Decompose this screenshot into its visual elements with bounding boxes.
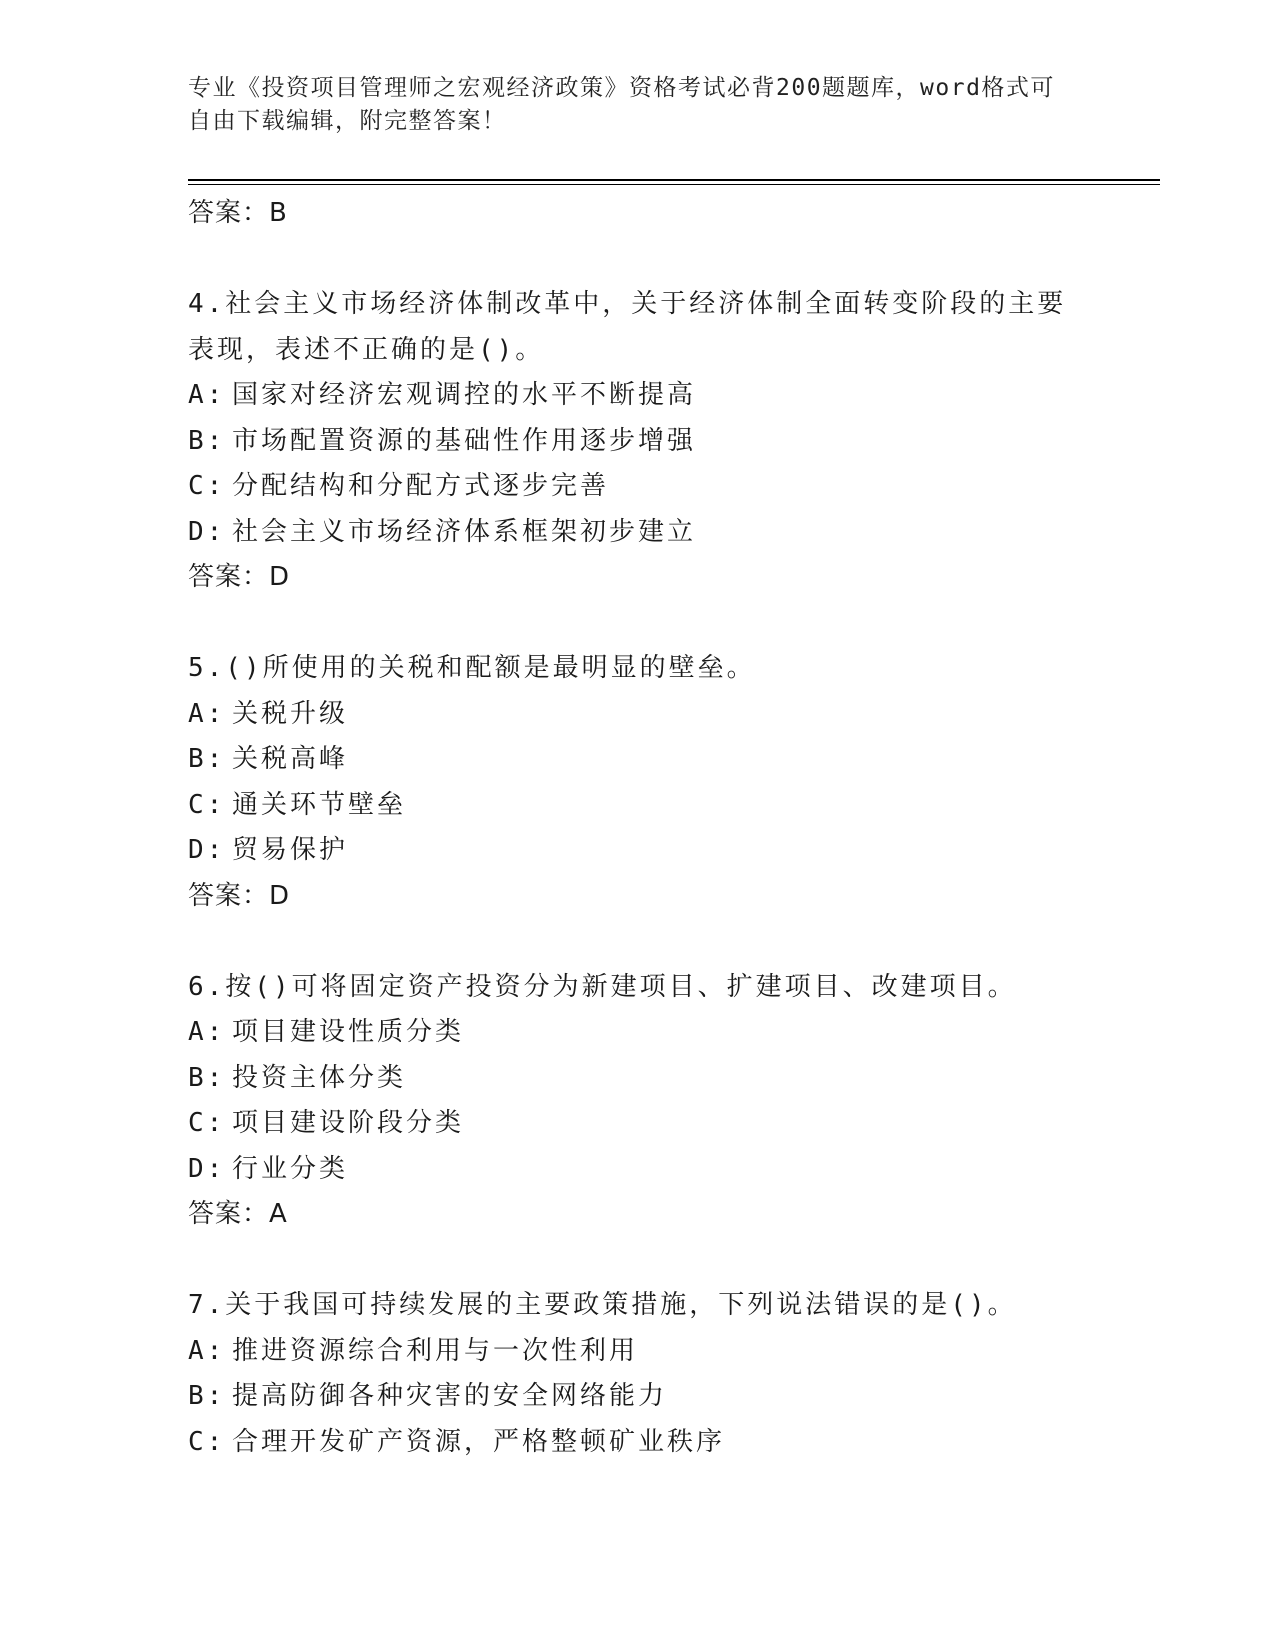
option-text: 合理开发矿产资源，严格整顿矿业秩序	[232, 1426, 726, 1457]
option-text: 分配结构和分配方式逐步完善	[232, 471, 610, 501]
option-text: 社会主义市场经济体系框架初步建立	[232, 516, 697, 547]
option-c	[188, 1420, 1148, 1466]
header-line-2: 自由下载编辑，附完整答案！	[188, 108, 507, 134]
option-text: 通关环节壁垒	[232, 789, 407, 820]
option-text: 提高防御各种灾害的安全网络能力	[232, 1381, 668, 1411]
option-key: A:	[188, 380, 226, 410]
document-header	[188, 72, 1088, 138]
option-key: A:	[188, 1017, 226, 1047]
question-list	[188, 191, 1148, 1465]
option-key: B:	[188, 1062, 226, 1093]
question-stem-line: 5.()所使用的关税和配额是最明显的壁垒。	[188, 653, 756, 683]
option-text: 关税高峰	[232, 744, 349, 774]
question-stem-line: 表现，表述不正确的是()。	[188, 334, 545, 365]
option-c	[188, 464, 1148, 510]
option-text: 国家对经济宏观调控的水平不断提高	[232, 380, 697, 410]
option-a	[188, 692, 1148, 738]
header-line-1: 专业《投资项目管理师之宏观经济政策》资格考试必背200题题库，word格式可	[188, 75, 1055, 101]
option-key: D:	[188, 835, 226, 865]
option-b	[188, 737, 1148, 783]
option-key: A:	[188, 1335, 226, 1366]
question-stem-line: 7.关于我国可持续发展的主要政策措施，下列说法错误的是()。	[188, 1290, 1017, 1320]
option-text: 项目建设性质分类	[232, 1017, 465, 1047]
option-key: C:	[188, 1108, 226, 1138]
option-key: B:	[188, 744, 226, 774]
option-b	[188, 419, 1148, 465]
previous-answer: 答案：B	[188, 198, 288, 228]
header-rule-thick	[188, 179, 1160, 181]
option-key: D:	[188, 516, 226, 547]
option-d	[188, 1147, 1148, 1193]
option-c	[188, 783, 1148, 829]
answer-line: 答案：A	[188, 1199, 288, 1229]
spacer	[188, 1238, 1148, 1284]
option-key: C:	[188, 471, 226, 501]
question-stem-line: 4.社会主义市场经济体制改革中，关于经济体制全面转变阶段的主要	[188, 289, 1067, 319]
spacer	[188, 601, 1148, 647]
option-b	[188, 1056, 1148, 1102]
option-text: 关税升级	[232, 698, 349, 729]
option-text: 项目建设阶段分类	[232, 1108, 465, 1138]
question-6	[188, 965, 1148, 1238]
option-a	[188, 373, 1148, 419]
option-c	[188, 1101, 1148, 1147]
option-a	[188, 1329, 1148, 1375]
option-d	[188, 510, 1148, 556]
answer-line: 答案：D	[188, 562, 291, 592]
option-key: A:	[188, 698, 226, 729]
option-text: 推进资源综合利用与一次性利用	[232, 1335, 639, 1366]
option-text: 投资主体分类	[232, 1062, 407, 1093]
header-rule-thin	[188, 184, 1160, 185]
option-text: 贸易保护	[232, 835, 349, 865]
option-a	[188, 1010, 1148, 1056]
option-key: B:	[188, 1381, 226, 1411]
question-7	[188, 1283, 1148, 1465]
option-key: D:	[188, 1153, 226, 1184]
option-key: C:	[188, 1426, 226, 1457]
option-text: 行业分类	[232, 1153, 349, 1184]
question-4	[188, 282, 1148, 601]
option-key: B:	[188, 425, 226, 456]
option-d	[188, 828, 1148, 874]
question-stem-line: 6.按()可将固定资产投资分为新建项目、扩建项目、改建项目。	[188, 971, 1017, 1002]
answer-line: 答案：D	[188, 880, 291, 911]
spacer	[188, 237, 1148, 283]
option-text: 市场配置资源的基础性作用逐步增强	[232, 425, 697, 456]
option-b	[188, 1374, 1148, 1420]
spacer	[188, 919, 1148, 965]
question-5	[188, 646, 1148, 919]
option-key: C:	[188, 789, 226, 820]
